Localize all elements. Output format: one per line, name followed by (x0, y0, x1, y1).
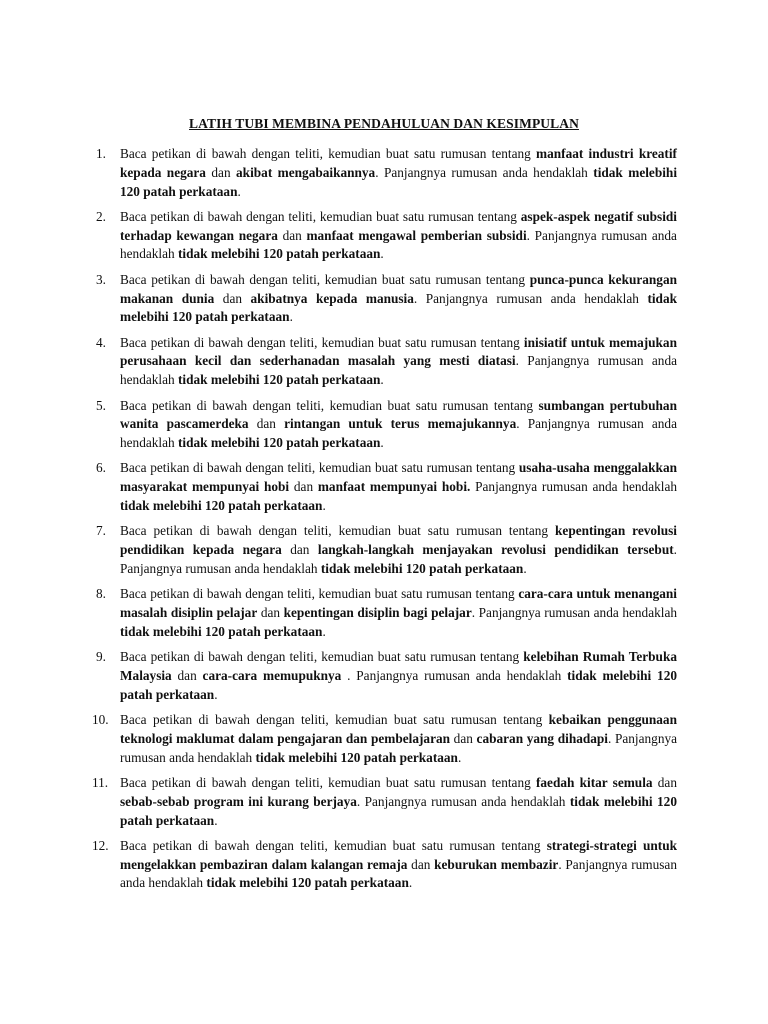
question-text-segment: . Panjangnya rumusan anda hendaklah (120, 542, 677, 576)
question-text-segment: . Panjangnya rumusan anda hendaklah (120, 416, 677, 451)
question-topic-bold: tidak melebihi 120 patah perkataan (120, 290, 677, 325)
question-list (92, 145, 677, 900)
question-item (92, 208, 677, 264)
question-topic-bold: tidak melebihi 120 patah perkataan (120, 667, 677, 702)
question-text-segment: dan (289, 479, 318, 495)
question-text (120, 838, 677, 891)
question-text-segment: . (380, 435, 384, 451)
question-topic-bold: tidak melebihi 120 patah perkataan (120, 164, 678, 199)
question-text-segment: dan (214, 290, 251, 306)
question-topic-bold: tidak melebihi 120 patah perkataan (120, 793, 677, 828)
question-topic-bold: langkah-langkah menjayakan revolusi pendidikan tersebut (317, 542, 674, 558)
question-topic-bold: keburukan membazir (434, 856, 559, 872)
question-text-segment: Baca petikan di bawah dengan teliti, kemudian buat satu rumusan tentang (120, 146, 537, 161)
question-text-segment: dan (450, 730, 477, 746)
question-text-segment: . Panjangnya rumusan anda hendaklah (375, 164, 594, 180)
question-text-segment: dan (257, 605, 284, 621)
question-text-segment: Baca petikan di bawah dengan teliti, kemudian buat satu rumusan tentang (120, 649, 524, 665)
question-topic-bold: tidak melebihi 120 patah perkataan (255, 749, 458, 765)
question-topic-bold: manfaat industri kreatif kepada negara (120, 146, 677, 180)
question-text-segment: dan (407, 856, 435, 872)
question-text (120, 398, 677, 451)
question-item (92, 711, 677, 767)
question-text-segment: Baca petikan di bawah dengan teliti, kemudian buat satu rumusan tentang (120, 397, 539, 413)
question-topic-bold: cara-cara untuk menangani masalah disiplin pelajar (120, 586, 677, 621)
question-item (92, 837, 677, 893)
question-text (120, 209, 677, 262)
question-topic-bold: usaha-usaha menggalakkan masyarakat mempunyai hobi (120, 460, 677, 495)
question-topic-bold: rintangan untuk terus memajukannya (284, 416, 517, 432)
question-text (120, 775, 677, 828)
question-topic-bold: tidak melebihi 120 patah perkataan (177, 246, 381, 262)
question-text-segment: . (322, 623, 326, 639)
question-text-segment: Baca petikan di bawah dengan teliti, kemudian buat satu rumusan tentang (120, 586, 519, 602)
question-item (92, 522, 677, 578)
question-topic-bold: tidak melebihi 120 patah perkataan (177, 372, 381, 388)
question-text-segment: dan (281, 542, 318, 558)
question-topic-bold: inisiatif untuk memajukan perusahaan kecil dan sederhanadan masalah yang mesti diatasi (120, 334, 677, 369)
question-text (120, 272, 677, 325)
question-topic-bold: faedah kitar semula (535, 774, 653, 790)
question-text-segment: Baca petikan di bawah dengan teliti, kemudian buat satu rumusan tentang (120, 774, 536, 790)
question-text-segment: . (380, 246, 384, 262)
question-number: 11. (92, 774, 109, 790)
question-number: 2. (96, 208, 106, 224)
question-topic-bold: tidak melebihi 120 patah perkataan (120, 623, 323, 639)
question-text-segment: Panjangnya rumusan anda hendaklah (470, 479, 677, 495)
question-text-segment: . Panjangnya rumusan anda hendaklah (356, 793, 570, 809)
question-item (92, 459, 677, 515)
question-text (120, 649, 677, 702)
question-text-segment: . (380, 372, 384, 388)
question-number: 7. (96, 523, 106, 539)
question-item (92, 334, 677, 390)
question-topic-bold: tidak melebihi 120 patah perkataan (320, 560, 524, 576)
question-topic-bold: punca-punca kekurangan makanan dunia (120, 271, 677, 306)
question-text-segment: dan (652, 774, 677, 790)
question-topic-bold: sebab-sebab program ini kurang berjaya (120, 793, 357, 809)
question-topic-bold: strategi-strategi untuk mengelakkan pembaziran dalam kalangan remaja (120, 837, 677, 872)
question-text-segment: . Panjangnya rumusan anda hendaklah (413, 290, 648, 306)
question-number: 6. (96, 460, 106, 476)
question-topic-bold: kelebihan Rumah Terbuka Malaysia (120, 649, 677, 683)
question-topic-bold: akibat mengabaikannya (236, 164, 376, 180)
question-text-segment: Baca petikan di bawah dengan teliti, kemudian buat satu rumusan tentang (120, 208, 521, 224)
question-topic-bold: kebaikan penggunaan teknologi maklumat dalam pengajaran dan pembelajaran (120, 712, 677, 746)
question-text-segment: . Panjangnya rumusan anda hendaklah (471, 605, 677, 621)
question-text-segment: Baca petikan di bawah dengan teliti, kemudian buat satu rumusan tentang (120, 460, 519, 476)
question-text-segment: Baca petikan di bawah dengan teliti, kemudian buat satu rumusan tentang (120, 334, 524, 350)
question-text-segment: dan (277, 227, 307, 243)
question-text-segment: . Panjangnya rumusan anda hendaklah (120, 856, 677, 891)
question-item (92, 585, 677, 641)
question-text-segment: Baca petikan di bawah dengan teliti, kemudian buat satu rumusan tentang (120, 837, 547, 853)
question-item (92, 271, 677, 327)
question-topic-bold: aspek-aspek negatif subsidi terhadap kewangan negara (120, 208, 677, 243)
question-text-segment: . (214, 812, 218, 828)
question-topic-bold: tidak melebihi 120 patah perkataan (177, 435, 381, 451)
question-text-segment: . Panjangnya rumusan anda hendaklah (120, 730, 678, 765)
question-text-segment: . (322, 498, 326, 514)
question-topic-bold: manfaat mengawal pemberian subsidi (306, 227, 527, 243)
question-topic-bold: sumbangan pertubuhan wanita pascamerdeka (120, 397, 677, 432)
question-text-segment: . Panjangnya rumusan anda hendaklah (120, 353, 677, 388)
question-text (120, 460, 677, 513)
question-text-segment: Baca petikan di bawah dengan teliti, kemudian buat satu rumusan tentang (120, 271, 530, 287)
question-text-segment: . Panjangnya rumusan anda hendaklah (120, 227, 677, 262)
question-text-segment: Baca petikan di bawah dengan teliti, kemudian buat satu rumusan tentang (120, 523, 556, 539)
question-text (120, 712, 677, 765)
question-topic-bold: tidak melebihi 120 patah perkataan (120, 498, 323, 514)
question-text-segment: . (457, 749, 462, 765)
question-item (92, 774, 677, 830)
question-number: 3. (96, 271, 106, 287)
question-topic-bold: tidak melebihi 120 patah perkataan (206, 875, 409, 891)
question-topic-bold: akibatnya kepada manusia (250, 290, 414, 306)
question-number: 5. (96, 397, 106, 413)
question-topic-bold: cabaran yang dihadapi (476, 730, 608, 746)
question-text-segment: dan (171, 667, 203, 683)
question-number: 8. (96, 586, 106, 602)
question-text-segment: . (214, 686, 218, 702)
question-number: 1. (96, 146, 106, 161)
question-topic-bold: kepentingan revolusi pendidikan kepada negara (120, 523, 677, 558)
question-topic-bold: cara-cara memupuknya (202, 667, 342, 683)
question-text-segment: dan (248, 416, 285, 432)
question-number: 4. (96, 334, 106, 350)
question-text-segment: Baca petikan di bawah dengan teliti, kemudian buat satu rumusan tentang (120, 712, 549, 728)
question-item (92, 648, 677, 704)
question-item (92, 145, 677, 201)
question-text-segment: dan (205, 164, 237, 180)
question-item (92, 397, 677, 453)
question-text-segment: . (523, 560, 527, 576)
question-text (120, 586, 677, 639)
question-text (120, 146, 677, 199)
question-topic-bold: kepentingan disiplin bagi pelajar (283, 605, 472, 621)
question-text-segment: . (237, 183, 241, 199)
document-title: LATIH TUBI MEMBINA PENDAHULUAN DAN KESIMPULAN (189, 116, 579, 131)
question-text-segment: . Panjangnya rumusan anda hendaklah (341, 667, 568, 683)
question-text-segment: . (289, 309, 293, 325)
question-text (120, 523, 677, 576)
question-text-segment: . (408, 875, 413, 891)
question-number: 10. (92, 712, 109, 728)
question-topic-bold: manfaat mempunyai hobi. (317, 479, 471, 495)
question-number: 12. (92, 837, 109, 853)
question-text (120, 335, 677, 388)
question-number: 9. (96, 649, 106, 665)
